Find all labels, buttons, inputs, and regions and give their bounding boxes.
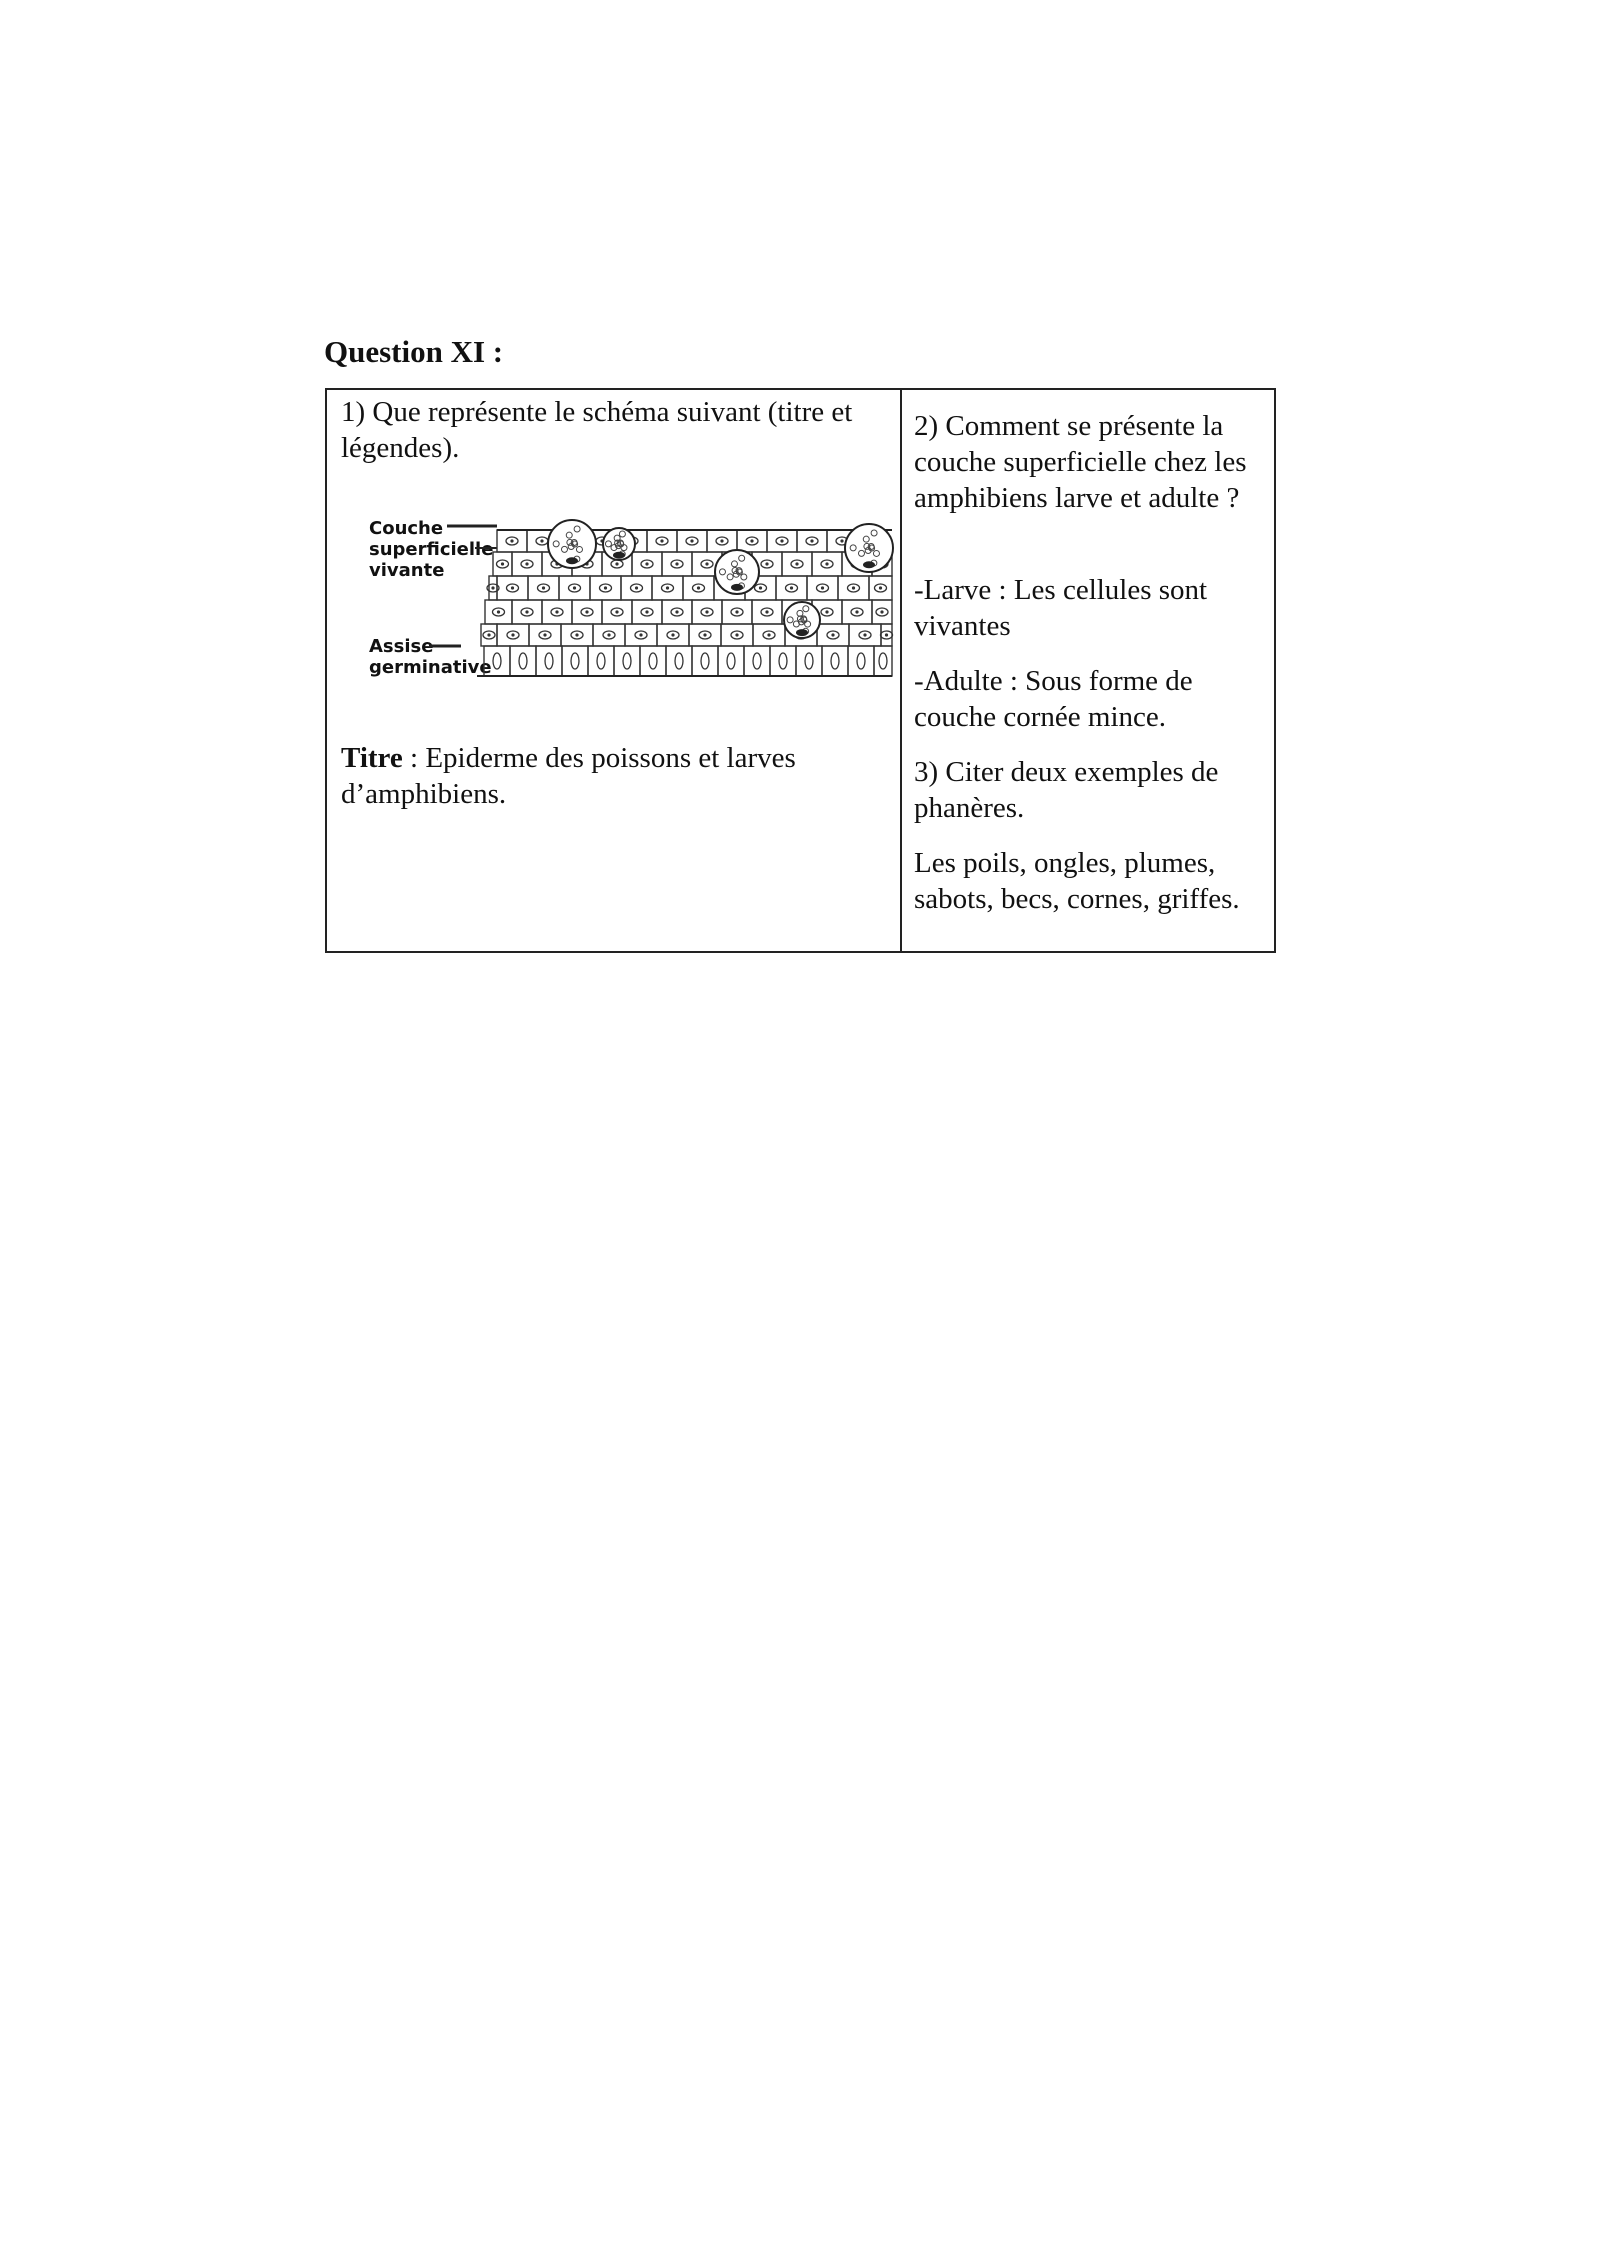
cell-nucleus — [779, 653, 787, 669]
label-germinative: germinative — [369, 657, 492, 678]
epithelial-cell — [822, 646, 848, 676]
label-superficielle: superficielle — [369, 539, 494, 560]
cell-nucleus — [831, 653, 839, 669]
cell-nucleolus — [735, 610, 738, 613]
cell-nucleus — [597, 653, 605, 669]
cell-nucleolus — [735, 633, 738, 636]
epithelial-cell — [562, 646, 588, 676]
cell-nucleolus — [645, 562, 648, 565]
cell-nucleolus — [666, 586, 669, 589]
cell-nucleolus — [855, 610, 858, 613]
answer-2-adulte: -Adulte : Sous forme de couche cornée mince. — [914, 665, 1193, 733]
cell-nucleus — [727, 653, 735, 669]
question-heading: Question XI : — [324, 334, 504, 369]
cell-nucleus — [857, 653, 865, 669]
cell-nucleus — [623, 653, 631, 669]
cell-nucleolus — [780, 539, 783, 542]
question-2-text: 2) Comment se présente la couche superficielle chez les amphibiens larve et adulte ? — [914, 410, 1247, 514]
mucous-cell-nucleus — [863, 561, 875, 568]
question-1-text: 1) Que représente le schéma suivant (titre et légendes). — [341, 396, 853, 464]
cell-nucleolus — [720, 539, 723, 542]
cell-nucleolus — [615, 562, 618, 565]
title-text: : Epiderme des poissons et larves d’amphibiens. — [341, 742, 796, 810]
cell-nucleolus — [510, 539, 513, 542]
mucous-cell-nucleus — [613, 552, 625, 559]
cell-nucleolus — [525, 610, 528, 613]
cell-nucleolus — [831, 633, 834, 636]
epithelial-cell — [614, 646, 640, 676]
cell-nucleolus — [767, 633, 770, 636]
label-vivante: vivante — [369, 560, 445, 581]
epithelial-cell — [536, 646, 562, 676]
epithelial-cell — [848, 646, 874, 676]
cell-nucleolus — [501, 562, 504, 565]
cell-nucleus — [519, 653, 527, 669]
cell-nucleolus — [615, 610, 618, 613]
epithelial-cell — [588, 646, 614, 676]
cell-nucleolus — [879, 586, 882, 589]
left-cell — [327, 390, 902, 951]
cell-nucleolus — [880, 610, 883, 613]
epithelial-cell — [666, 646, 692, 676]
cell-nucleolus — [543, 633, 546, 636]
question-table — [325, 388, 1276, 953]
epithelial-cell — [874, 646, 892, 676]
cell-nucleolus — [675, 610, 678, 613]
cell-nucleolus — [705, 562, 708, 565]
cell-nucleolus — [671, 633, 674, 636]
cell-nucleolus — [703, 633, 706, 636]
mucous-cell-nucleus — [731, 584, 743, 591]
epithelial-cell — [640, 646, 666, 676]
epithelial-cell — [692, 646, 718, 676]
cell-nucleolus — [511, 633, 514, 636]
cell-nucleolus — [705, 610, 708, 613]
cell-nucleolus — [525, 562, 528, 565]
epithelial-cell — [796, 646, 822, 676]
cell-nucleolus — [825, 562, 828, 565]
cell-nucleus — [649, 653, 657, 669]
epithelial-cell — [744, 646, 770, 676]
cell-nucleolus — [765, 610, 768, 613]
cell-nucleolus — [825, 610, 828, 613]
cell-nucleolus — [840, 539, 843, 542]
cell-nucleolus — [690, 539, 693, 542]
epithelial-cell — [510, 646, 536, 676]
cell-nucleus — [493, 653, 501, 669]
cell-nucleolus — [487, 633, 490, 636]
cell-nucleolus — [491, 586, 494, 589]
cell-nucleolus — [821, 586, 824, 589]
cell-nucleolus — [573, 586, 576, 589]
label-assise: Assise — [369, 636, 434, 657]
cell-nucleus — [879, 653, 887, 669]
cell-nucleus — [701, 653, 709, 669]
cell-nucleolus — [575, 633, 578, 636]
epithelial-cell — [718, 646, 744, 676]
cell-nucleolus — [639, 633, 642, 636]
cell-nucleolus — [542, 586, 545, 589]
cell-nucleolus — [790, 586, 793, 589]
cell-nucleolus — [810, 539, 813, 542]
cell-nucleolus — [885, 633, 888, 636]
label-couche: Couche — [369, 518, 444, 539]
epidermis-diagram — [357, 508, 897, 698]
mucous-cell-nucleus — [796, 629, 808, 636]
cell-nucleolus — [765, 562, 768, 565]
cell-nucleus — [571, 653, 579, 669]
epithelial-cell — [770, 646, 796, 676]
cell-nucleolus — [540, 539, 543, 542]
cell-nucleolus — [852, 586, 855, 589]
mucous-cell-nucleus — [566, 557, 578, 564]
cell-nucleolus — [604, 586, 607, 589]
cell-nucleolus — [497, 610, 500, 613]
question-3-text: 3) Citer deux exemples de phanères. — [914, 756, 1219, 824]
cell-nucleolus — [585, 610, 588, 613]
cell-nucleus — [805, 653, 813, 669]
answer-2-larve: -Larve : Les cellules sont vivantes — [914, 574, 1208, 642]
cell-nucleolus — [660, 539, 663, 542]
cell-nucleolus — [555, 610, 558, 613]
cell-nucleolus — [750, 539, 753, 542]
cell-nucleus — [675, 653, 683, 669]
cell-nucleolus — [795, 562, 798, 565]
cell-nucleolus — [645, 610, 648, 613]
cell-nucleolus — [759, 586, 762, 589]
cell-nucleus — [545, 653, 553, 669]
right-cell — [902, 390, 1274, 951]
cell-nucleolus — [607, 633, 610, 636]
answer-3-text: Les poils, ongles, plumes, sabots, becs, cornes, griffes. — [914, 847, 1240, 915]
diagram-title — [341, 740, 886, 812]
cell-nucleolus — [635, 586, 638, 589]
cell-nucleus — [753, 653, 761, 669]
cell-nucleolus — [675, 562, 678, 565]
cell-nucleolus — [863, 633, 866, 636]
title-label: Titre — [341, 742, 403, 774]
cell-nucleolus — [697, 586, 700, 589]
epithelial-cell — [484, 646, 510, 676]
cell-nucleolus — [511, 586, 514, 589]
cell-layers-drawing — [357, 508, 897, 698]
epithelial-cells — [477, 530, 893, 676]
